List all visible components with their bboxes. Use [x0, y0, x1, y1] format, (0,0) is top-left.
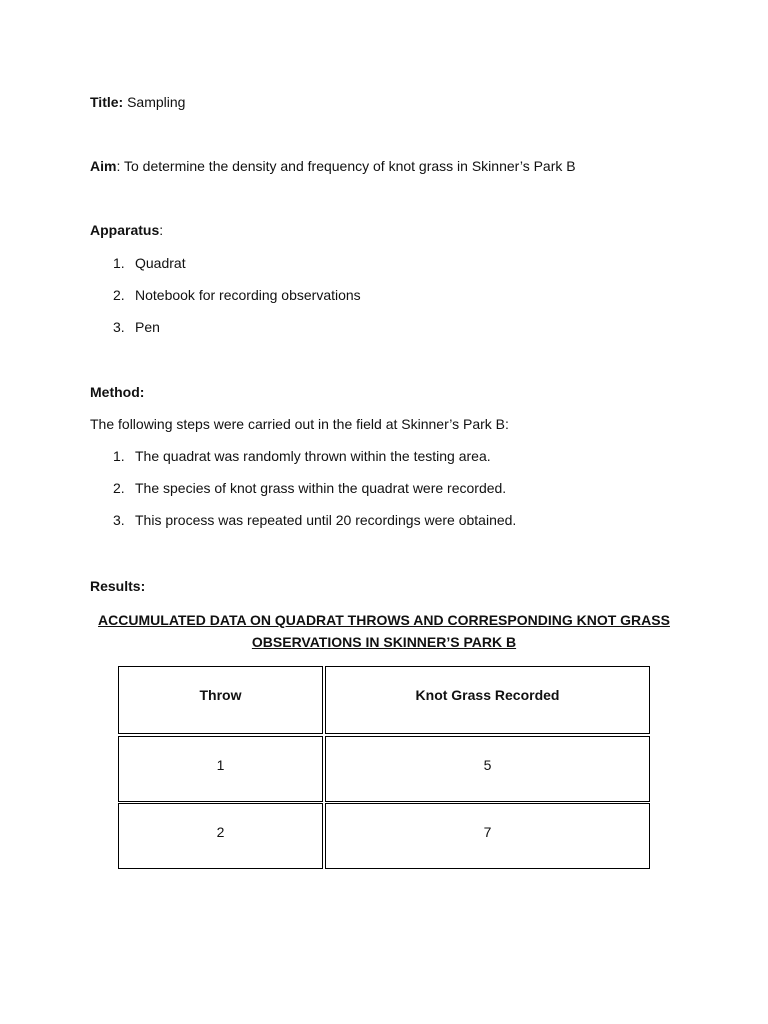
table-header-knot-grass: Knot Grass Recorded — [415, 687, 560, 703]
table-cell-throw: 1 — [216, 757, 225, 773]
method-step — [113, 479, 506, 497]
apparatus-item — [113, 286, 361, 304]
table-header-cell — [325, 666, 650, 734]
table-title-line-2: OBSERVATIONS IN SKINNER’S PARK B — [251, 634, 517, 650]
apparatus-item-number: 2. — [113, 287, 125, 303]
table-cell — [325, 736, 650, 802]
aim-value: : To determine the density and frequency of knot grass in Skinner’s Park B — [116, 158, 576, 174]
aim-label: Aim — [90, 158, 117, 174]
apparatus-item-number: 3. — [113, 319, 125, 335]
table-title — [90, 609, 678, 653]
table-cell — [118, 803, 323, 869]
apparatus-item-number: 1. — [113, 255, 125, 271]
method-heading: Method: — [90, 384, 145, 400]
method-step — [113, 447, 491, 465]
apparatus-item-text: Notebook for recording observations — [135, 287, 361, 303]
table-header-throw: Throw — [199, 687, 242, 703]
aim-line — [90, 157, 576, 175]
method-step-number: 3. — [113, 512, 125, 528]
method-step-number: 1. — [113, 448, 125, 464]
apparatus-item-text: Quadrat — [135, 255, 186, 271]
method-step-text: This process was repeated until 20 recordings were obtained. — [135, 512, 517, 528]
title-line — [90, 93, 185, 111]
method-step-number: 2. — [113, 480, 125, 496]
results-heading: Results: — [90, 578, 146, 594]
table-cell — [118, 736, 323, 802]
apparatus-label: Apparatus — [90, 222, 160, 238]
title-label: Title: — [90, 94, 124, 110]
table-title-line-1: ACCUMULATED DATA ON QUADRAT THROWS AND CORRESPONDING KNOT GRASS — [98, 612, 670, 628]
method-step — [113, 511, 516, 529]
apparatus-item-text: Pen — [135, 319, 160, 335]
method-step-text: The quadrat was randomly thrown within the testing area. — [135, 448, 491, 464]
table-cell — [325, 803, 650, 869]
title-value: Sampling — [123, 94, 186, 110]
table-cell-knot-grass: 7 — [483, 824, 492, 840]
apparatus-heading — [90, 221, 163, 239]
table-cell-knot-grass: 5 — [483, 757, 492, 773]
apparatus-colon: : — [159, 222, 164, 238]
apparatus-item — [113, 318, 160, 336]
method-intro: The following steps were carried out in the field at Skinner’s Park B: — [90, 416, 509, 432]
table-cell-throw: 2 — [216, 824, 225, 840]
table-header-cell — [118, 666, 323, 734]
method-step-text: The species of knot grass within the quadrat were recorded. — [135, 480, 507, 496]
apparatus-item — [113, 254, 186, 272]
